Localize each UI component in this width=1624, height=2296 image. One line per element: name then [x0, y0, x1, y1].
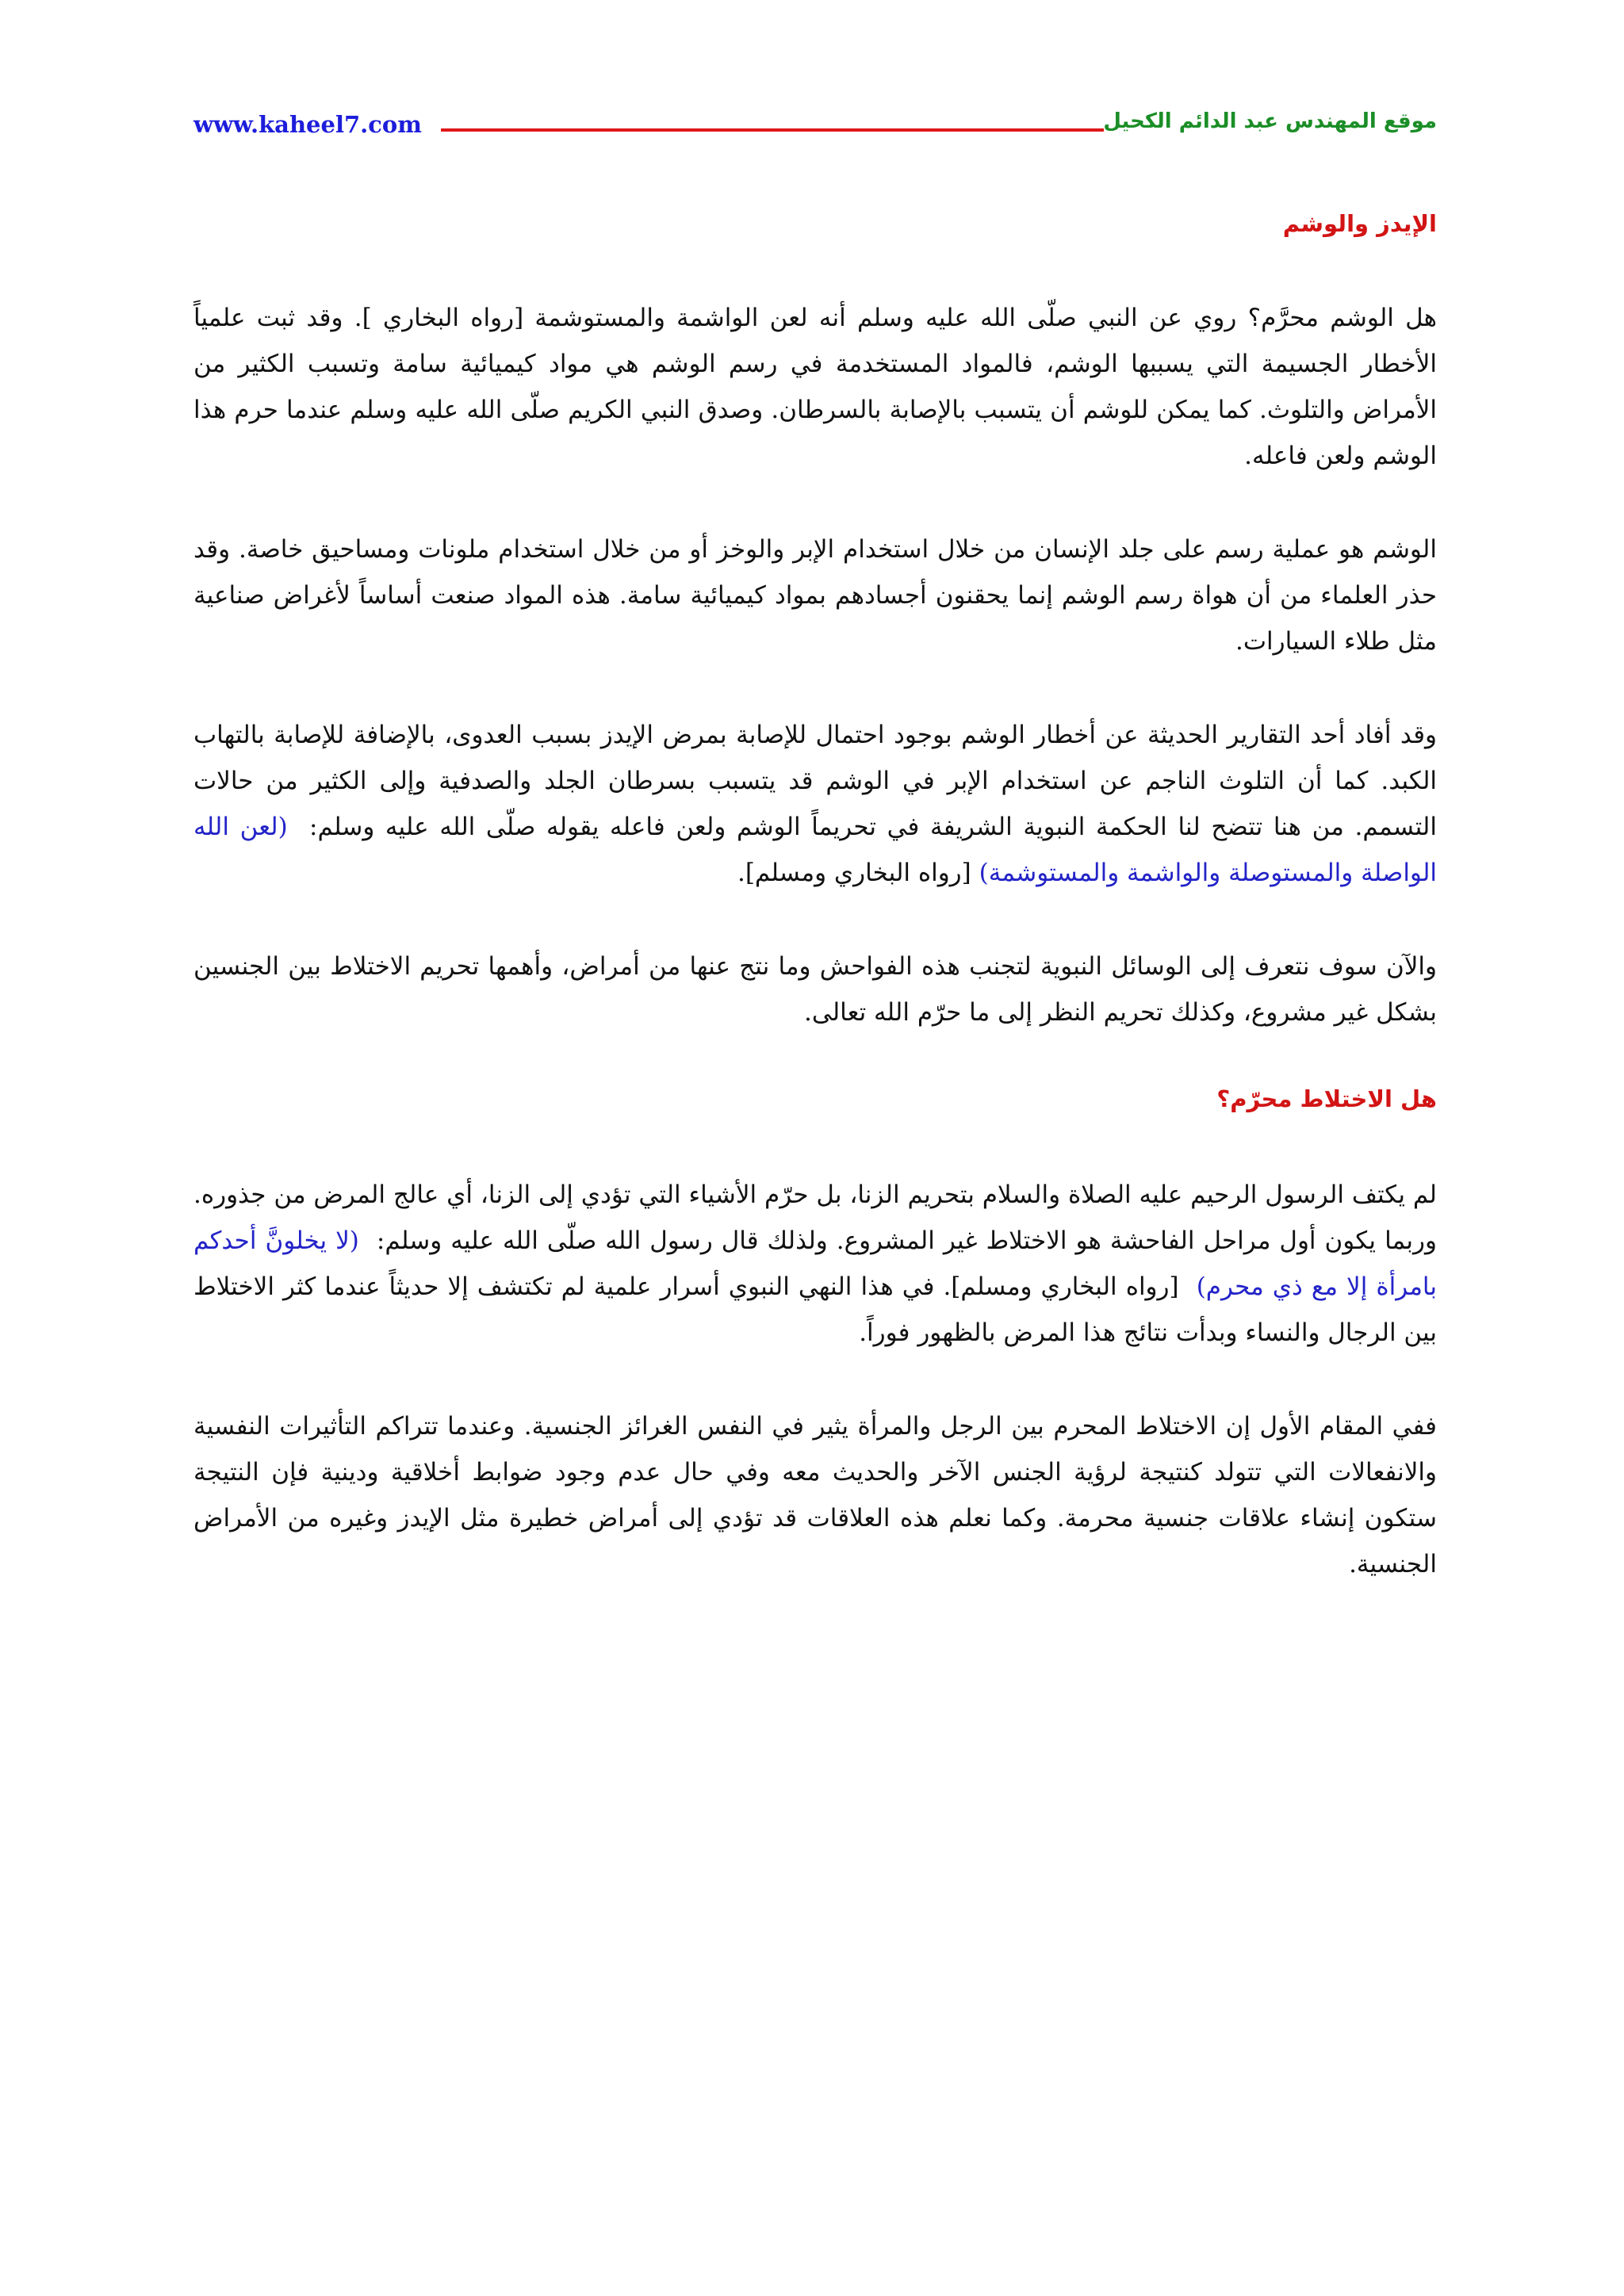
- paragraph-3-text: وقد أفاد أحد التقارير الحديثة عن أخطار الوشم بوجود احتمال للإصابة بمرض الإيدز بسبب العدوى، بالإضافة للإصابة بالتهاب الكبد. كما أن التلوث الناجم عن استخدام الإبر في الوشم قد يتسبب بسرطان الجلد والصدفية وإلى الكثير من حالات التسمم. من هنا تتضح لنا الحكمة النبوية الشريفة في تحريماً الوشم ولعن فاعله يقوله صلّى الله عليه وسلم:: [193, 721, 1437, 841]
- article-body: [193, 208, 1437, 1635]
- paragraph-5: [193, 1172, 1437, 1356]
- paragraph-5-text: لم يكتف الرسول الرحيم عليه الصلاة والسلام بتحريم الزنا، بل حرّم الأشياء التي تؤدي إلى الزنا، أي عالج المرض من جذوره. وربما يكون أول مراحل الفاحشة هو الاختلاط غير المشروع. ولذلك قال رسول الله صلّى الله عليه وسلم:: [193, 1181, 1438, 1255]
- hadith-quote-1: (لعن الله الواصلة والمستوصلة والواشمة والمستوشمة): [193, 813, 1437, 887]
- paragraph-4: والآن سوف نتعرف إلى الوسائل النبوية لتجنب هذه الفواحش وما نتج عنها من أمراض، وأهمها تحريم الاختلاط بين الجنسين بشكل غير مشروع، وكذلك تحريم النظر إلى ما حرّم الله تعالى.: [193, 952, 1437, 1027]
- paragraph-2: الوشم هو عملية رسم على جلد الإنسان من خلال استخدام الإبر والوخز أو من خلال استخدام ملونات ومساحيق خاصة. وقد حذر العلماء من أن هواة رسم الوشم إنما يحقنون أجسادهم بمواد كيميائية سامة. هذه المواد صنعت أساساً لأغراض صناعية مثل طلاء السيارات.: [193, 535, 1437, 656]
- site-name: موقع المهندس عبد الدائم الكحيل: [1103, 109, 1437, 133]
- page-header: [193, 94, 1437, 149]
- paragraph-6: ففي المقام الأول إن الاختلاط المحرم بين الرجل والمرأة يثير في النفس الغرائز الجنسية. وعندما تتراكم التأثيرات النفسية والانفعالات التي تتولد كنتيجة لرؤية الجنس الآخر والحديث معه وفي حال عدم وجود ضوابط أخلاقية ودينية فإن النتيجة ستكون إنشاء علاقات جنسية محرمة. وكما نعلم هذه العلاقات قد تؤدي إلى أمراض خطيرة مثل الإيدز وغيره من الأمراض الجنسية.: [193, 1412, 1437, 1578]
- section-heading-aids-tattoo: الإيدز والوشم: [1282, 210, 1437, 237]
- paragraph-1: هل الوشم محرَّم؟ روي عن النبي صلّى الله عليه وسلم أنه لعن الواشمة والمستوشمة [رواه البخاري ]. وقد ثبت علمياً الأخطار الجسيمة التي يسببها الوشم، فالمواد المستخدمة في رسم الوشم هي مواد كيميائية سامة وتسبب الكثير من الأمراض والتلوث. كما يمكن للوشم أن يتسبب بالإصابة بالسرطان. وصدق النبي الكريم صلّى الله عليه وسلم عندما حرم هذا الوشم ولعن فاعله.: [193, 304, 1437, 470]
- section-heading-mixing: هل الاختلاط محرّم؟: [1216, 1085, 1437, 1112]
- hadith-quote-2: (لا يخلونَّ أحدكم بامرأة إلا مع ذي محرم): [193, 1226, 1437, 1301]
- paragraph-5-rest: [رواه البخاري ومسلم]. في هذا النهي النبوي أسرار علمية لم تكتشف إلا حديثاً عندما كثر الاختلاط بين الرجال والنساء وبدأت نتائج هذا المرض بالظهور فوراً.: [193, 1272, 1437, 1347]
- hadith-source-1: [رواه البخاري ومسلم].: [737, 859, 971, 887]
- site-url-link[interactable]: www.kaheel7.com: [193, 111, 422, 138]
- header-divider: [441, 128, 1104, 132]
- paragraph-3: [193, 712, 1437, 896]
